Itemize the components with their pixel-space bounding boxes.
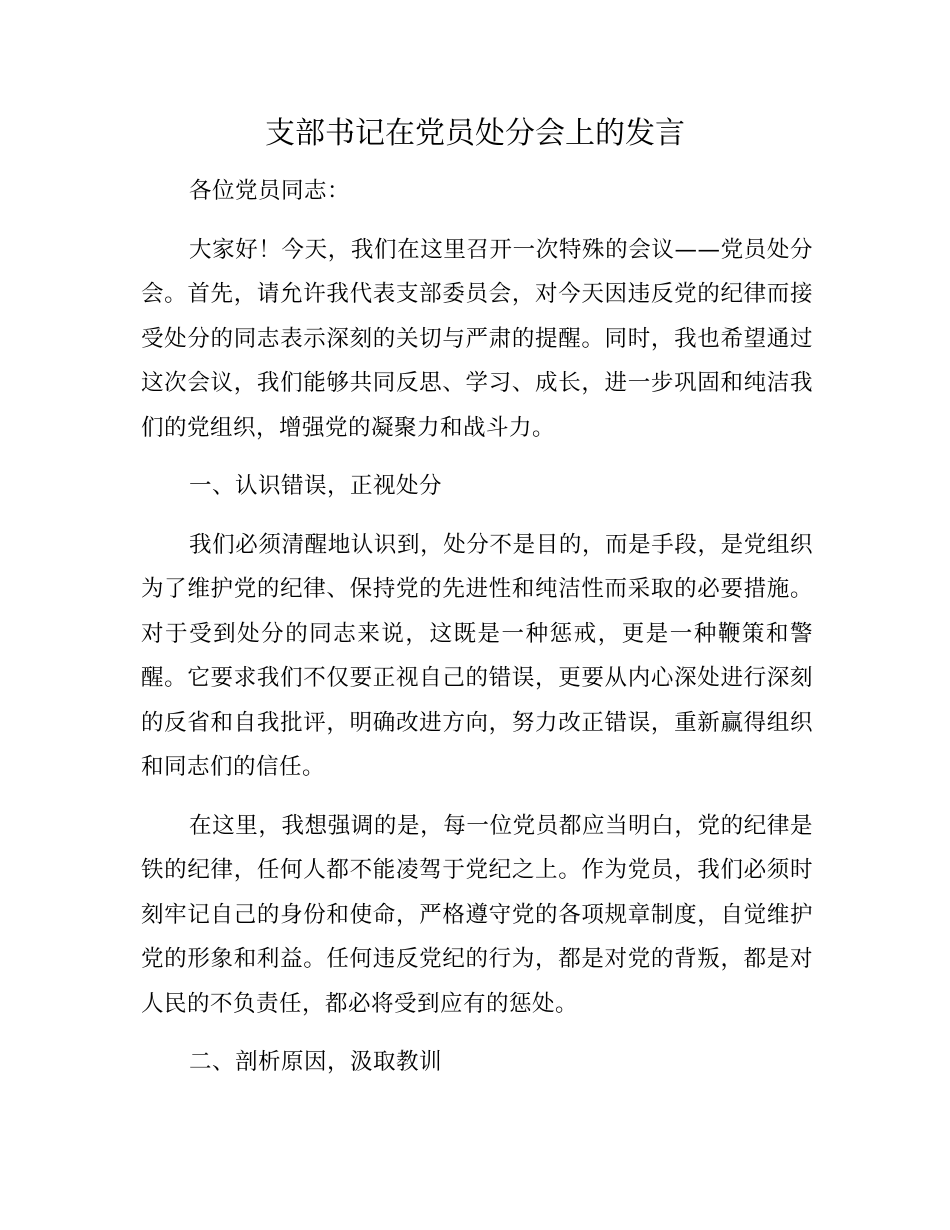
paragraph-section1-2: 在这里，我想强调的是，每一位党员都应当明白，党的纪律是铁的纪律，任何人都不能凌驾于党纪之上。作为党员，我们必须时刻牢记自己的身份和使命，严格遵守党的各项规章制度，自觉维护党的形象和利益。任何违反党纪的行为，都是对党的背叛，都是对人民的不负责任，都必将受到应有的惩处。 bbox=[141, 812, 813, 1017]
salutation: 各位党员同志： bbox=[189, 178, 351, 204]
paragraph-intro: 大家好！今天，我们在这里召开一次特殊的会议——党员处分会。首先，请允许我代表支部委员会，对今天因违反党的纪律而接受处分的同志表示深刻的关切与严肃的提醒。同时，我也希望通过这次会议，我们能够共同反思、学习、成长，进一步巩固和纯洁我们的党组织，增强党的凝聚力和战斗力。 bbox=[141, 236, 813, 441]
document-title: 支部书记在党员处分会上的发言 bbox=[265, 116, 685, 151]
paragraph-section1-1: 我们必须清醒地认识到，处分不是目的，而是手段，是党组织为了维护党的纪律、保持党的先进性和纯洁性而采取的必要措施。对于受到处分的同志来说，这既是一种惩戒，更是一种鞭策和警醒。它要求我们不仅要正视自己的错误，更要从内心深处进行深刻的反省和自我批评，明确改进方向，努力改正错误，重新赢得组织和同志们的信任。 bbox=[141, 531, 813, 780]
document-body bbox=[141, 169, 813, 1099]
section-heading-2: 二、剖析原因，汲取教训 bbox=[189, 1049, 443, 1075]
section-heading-1: 一、认识错误，正视处分 bbox=[189, 473, 443, 499]
